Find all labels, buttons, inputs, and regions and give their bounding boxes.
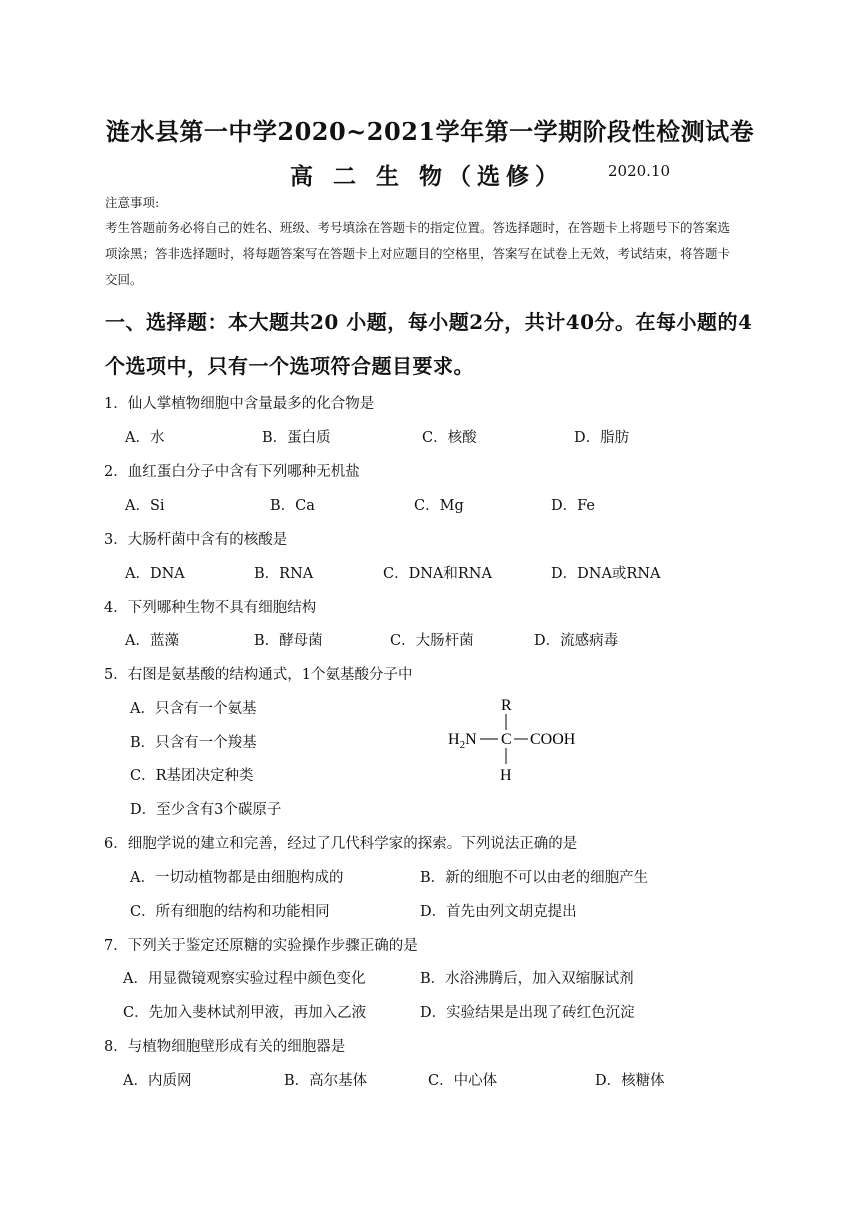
section-heading-line1: 一、选择题：本大题共20 小题，每小题2分，共计40分。在每小题的4	[105, 310, 753, 334]
question-stem: 4．下列哪种生物不具有细胞结构	[104, 600, 317, 616]
question-stem: 8．与植物细胞壁形成有关的细胞器是	[104, 1039, 346, 1055]
formula-h-label: H	[500, 767, 512, 784]
question-option: C．中心体	[428, 1073, 498, 1089]
exam-subtitle: 高 二 生 物（选修）	[290, 163, 565, 190]
question-stem: 7．下列关于鉴定还原糖的实验操作步骤正确的是	[104, 938, 418, 954]
question-option: A．蓝藻	[125, 633, 179, 649]
question-option: A．内质网	[123, 1073, 192, 1089]
question-option: D．至少含有3个碳原子	[130, 802, 282, 818]
question-option: D．核糖体	[595, 1073, 665, 1089]
amino-acid-structure-diagram	[440, 692, 600, 788]
exam-date: 2020.10	[608, 162, 671, 180]
question-option: B．高尔基体	[284, 1073, 368, 1089]
question-option: B．酵母菌	[254, 633, 323, 649]
formula-carbon-label: C	[501, 731, 512, 748]
question-option: A．DNA	[125, 566, 185, 582]
question-stem: 2．血红蛋白分子中含有下列哪种无机盐	[104, 464, 360, 480]
question-option: C．R基团决定种类	[130, 768, 254, 784]
question-option: D．Fe	[551, 498, 595, 514]
question-option: A．只含有一个氨基	[130, 701, 257, 717]
formula-carboxyl-label: COOH	[530, 731, 576, 748]
question-option: B．只含有一个羧基	[130, 735, 257, 751]
formula-amino-label: $H_2N$	[448, 731, 477, 751]
notice-line: 考生答题前务必将自己的姓名、班级、考号填涂在答题卡的指定位置。答选择题时，在答题卡上将题号下的答案选	[105, 220, 731, 235]
question-option: B．Ca	[270, 498, 315, 514]
exam-title: 涟水县第一中学2020~2021学年第一学期阶段性检测试卷	[105, 117, 755, 146]
question-option: C．Mg	[414, 498, 464, 514]
question-option: C．DNA和RNA	[383, 566, 492, 582]
notice-line: 项涂黑；答非选择题时，将每题答案写在答题卡上对应题目的空格里，答案写在试卷上无效，考试结束，将答题卡	[105, 246, 731, 261]
question-option: D．实验结果是出现了砖红色沉淀	[420, 1005, 635, 1021]
question-option: A．一切动植物都是由细胞构成的	[130, 870, 344, 886]
question-option: C．所有细胞的结构和功能相同	[130, 904, 330, 920]
notice-heading: 注意事项:	[105, 195, 160, 210]
question-option: B．新的细胞不可以由老的细胞产生	[420, 870, 649, 886]
question-option: B．RNA	[254, 566, 314, 582]
question-option: A．用显微镜观察实验过程中颜色变化	[123, 971, 366, 987]
notice-line: 交回。	[105, 272, 143, 287]
question-option: B．蛋白质	[262, 430, 331, 446]
question-option: C．大肠杆菌	[390, 633, 474, 649]
section-heading-line2: 个选项中，只有一个选项符合题目要求。	[105, 354, 474, 378]
question-option: D．流感病毒	[534, 633, 619, 649]
question-option: A．水	[125, 430, 165, 446]
question-stem: 1．仙人掌植物细胞中含量最多的化合物是	[104, 396, 375, 412]
question-option: B．水浴沸腾后，加入双缩脲试剂	[420, 971, 634, 987]
question-stem: 6．细胞学说的建立和完善，经过了几代科学家的探索。下列说法正确的是	[104, 836, 578, 852]
question-option: D．首先由列文胡克提出	[420, 904, 577, 920]
question-option: D．DNA或RNA	[551, 566, 661, 582]
question-option: C．先加入斐林试剂甲液，再加入乙液	[123, 1005, 367, 1021]
formula-r-label: R	[501, 697, 512, 714]
question-option: A．Si	[125, 498, 165, 514]
question-option: D．脂肪	[574, 430, 630, 446]
question-stem: 5．右图是氨基酸的结构通式，1个氨基酸分子中	[104, 667, 413, 683]
question-option: C．核酸	[422, 430, 477, 446]
question-stem: 3．大肠杆菌中含有的核酸是	[104, 532, 288, 548]
